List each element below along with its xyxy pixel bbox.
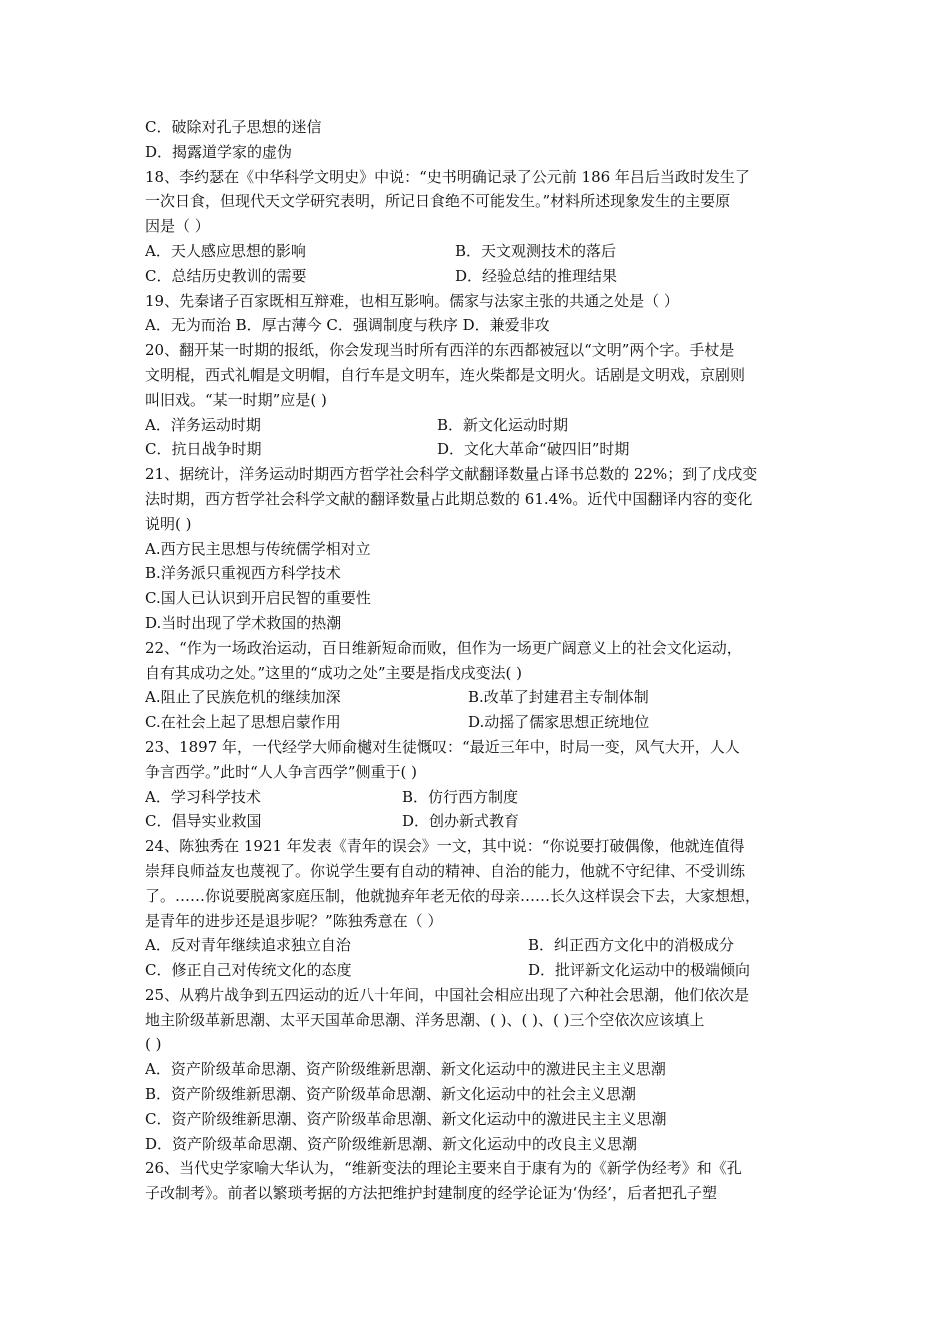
answer-option: C．总结历史教训的需要 bbox=[145, 266, 307, 285]
text-line: 文明棍，西式礼帽是文明帽，自行车是文明车，连火柴都是文明火。话剧是文明戏，京剧则 bbox=[145, 365, 746, 384]
answer-options-row bbox=[145, 785, 810, 810]
answer-options-row bbox=[145, 710, 810, 735]
text-line: D.当时出现了学术救国的热潮 bbox=[145, 613, 342, 632]
text-line: 25、从鸦片战争到五四运动的近八十年间，中国社会相应出现了六种社会思潮，他们依次是 bbox=[145, 985, 750, 1004]
answer-option: A．学习科学技术 bbox=[145, 787, 261, 806]
text-line: 争言西学。”此时“人人争言西学”侧重于( ) bbox=[145, 762, 417, 781]
text-line: 一次日食，但现代天文学研究表明，所记日食绝不可能发生。”材料所述现象发生的主要原 bbox=[145, 192, 731, 211]
answer-options-row bbox=[145, 437, 810, 462]
text-line: 20、翻开某一时期的报纸，你会发现当时所有西洋的东西都被冠以“文明”两个字。手杖是 bbox=[145, 341, 735, 360]
text-line: 23、1897 年，一代经学大师俞樾对生徒慨叹：“最近三年中，时局一变，风气大开，人人 bbox=[145, 737, 740, 756]
answer-option: B.改革了封建君主专制体制 bbox=[468, 688, 649, 707]
answer-options-row bbox=[145, 809, 810, 834]
answer-option: B．纠正西方文化中的消极成分 bbox=[528, 936, 735, 955]
text-line: 崇拜良师益友也蔑视了。你说学生要有自动的精神、自治的能力，他就不守纪律、不受训练 bbox=[145, 861, 746, 880]
text-line: 说明( ) bbox=[145, 514, 192, 533]
text-line: 21、据统计，洋务运动时期西方哲学社会科学文献翻译数量占译书总数的 22%；到了戊戌变 bbox=[145, 465, 758, 484]
text-line: 法时期，西方哲学社会科学文献的翻译数量占此期总数的 61.4%。近代中国翻译内容的变化 bbox=[145, 489, 753, 508]
text-line: A．无为而治 B．厚古薄今 C．强调制度与秩序 D．兼爱非攻 bbox=[145, 316, 550, 335]
text-line: C．资产阶级维新思潮、资产阶级革命思潮、新文化运动中的激进民主主义思潮 bbox=[145, 1109, 667, 1128]
text-line: C．破除对孔子思想的迷信 bbox=[145, 118, 322, 136]
text-line: 地主阶级革新思潮、太平天国革命思潮、洋务思潮、( )、( )、( )三个空依次应该填上 bbox=[145, 1010, 705, 1029]
text-line: 22、“作为一场政治运动，百日维新短命而败，但作为一场更广阔意义上的社会文化运动， bbox=[145, 638, 742, 657]
answer-option: A．反对青年继续追求独立自治 bbox=[145, 936, 351, 955]
text-line: 24、陈独秀在 1921 年发表《青年的误会》一文，其中说：“你说要打破偶像，他就连值得 bbox=[145, 837, 745, 856]
answer-options-row bbox=[145, 239, 810, 264]
text-line: 叫旧戏。“某一时期”应是( ) bbox=[145, 390, 327, 409]
text-line: 了。……你说要脱离家庭压制，他就抛弃年老无依的母亲……长久这样误会下去，大家想想， bbox=[145, 886, 761, 905]
text-line: ( ) bbox=[145, 1035, 162, 1054]
text-line: A.西方民主思想与传统儒学相对立 bbox=[145, 539, 371, 558]
answer-option: A.阻止了民族危机的继续加深 bbox=[145, 688, 341, 707]
answer-option: D.动摇了儒家思想正统地位 bbox=[468, 713, 650, 732]
answer-options-row bbox=[145, 958, 810, 983]
question-text-block bbox=[145, 115, 810, 1206]
answer-option: C．修正自己对传统文化的态度 bbox=[145, 961, 352, 980]
answer-option: D．文化大革命“破四旧”时期 bbox=[437, 440, 630, 459]
text-line: 子改制考》。前者以繁琐考据的方法把维护封建制度的经学论证为‘伪经’，后者把孔子塑 bbox=[145, 1184, 718, 1203]
answer-option: B．天文观测技术的落后 bbox=[455, 241, 617, 260]
text-line: 18、李约瑟在《中华科学文明史》中说：“史书明确记录了公元前 186 年吕后当政时发生了 bbox=[145, 167, 750, 186]
answer-option: C．抗日战争时期 bbox=[145, 440, 262, 459]
answer-options-row bbox=[145, 413, 810, 438]
text-line: 自有其成功之处。”这里的“成功之处”主要是指戊戌变法( ) bbox=[145, 663, 522, 682]
text-line: B．资产阶级维新思潮、资产阶级革命思潮、新文化运动中的社会主义思潮 bbox=[145, 1085, 637, 1104]
answer-options-row bbox=[145, 685, 810, 710]
answer-option: B．新文化运动时期 bbox=[437, 415, 569, 434]
text-line: 因是（ ） bbox=[145, 217, 210, 236]
text-line: 19、先秦诸子百家既相互辩难，也相互影响。儒家与法家主张的共通之处是（ ） bbox=[145, 291, 679, 310]
answer-option: D．经验总结的推理结果 bbox=[455, 266, 618, 285]
answer-options-row bbox=[145, 264, 810, 289]
answer-options-row bbox=[145, 933, 810, 958]
text-line: D．资产阶级革命思潮、资产阶级维新思潮、新文化运动中的改良主义思潮 bbox=[145, 1134, 638, 1153]
answer-option: C.在社会上起了思想启蒙作用 bbox=[145, 713, 341, 732]
text-line: A．资产阶级革命思潮、资产阶级维新思潮、新文化运动中的激进民主主义思潮 bbox=[145, 1060, 666, 1079]
text-line: 26、当代史学家喻大华认为，“维新变法的理论主要来自于康有为的《新学伪经考》和《孔 bbox=[145, 1159, 742, 1178]
answer-option: B．仿行西方制度 bbox=[402, 787, 519, 806]
answer-option: D．批评新文化运动中的极端倾向 bbox=[528, 961, 751, 980]
text-line: B.洋务派只重视西方科学技术 bbox=[145, 564, 341, 583]
text-line: 是青年的进步还是退步呢？”陈独秀意在（ ） bbox=[145, 911, 443, 930]
text-line: C.国人已认识到开启民智的重要性 bbox=[145, 589, 371, 608]
answer-option: D．创办新式教育 bbox=[402, 812, 520, 831]
answer-option: A．洋务运动时期 bbox=[145, 415, 261, 434]
answer-option: A．天人感应思想的影响 bbox=[145, 241, 306, 260]
text-line: D．揭露道学家的虚伪 bbox=[145, 142, 293, 161]
answer-option: C．倡导实业救国 bbox=[145, 812, 262, 831]
